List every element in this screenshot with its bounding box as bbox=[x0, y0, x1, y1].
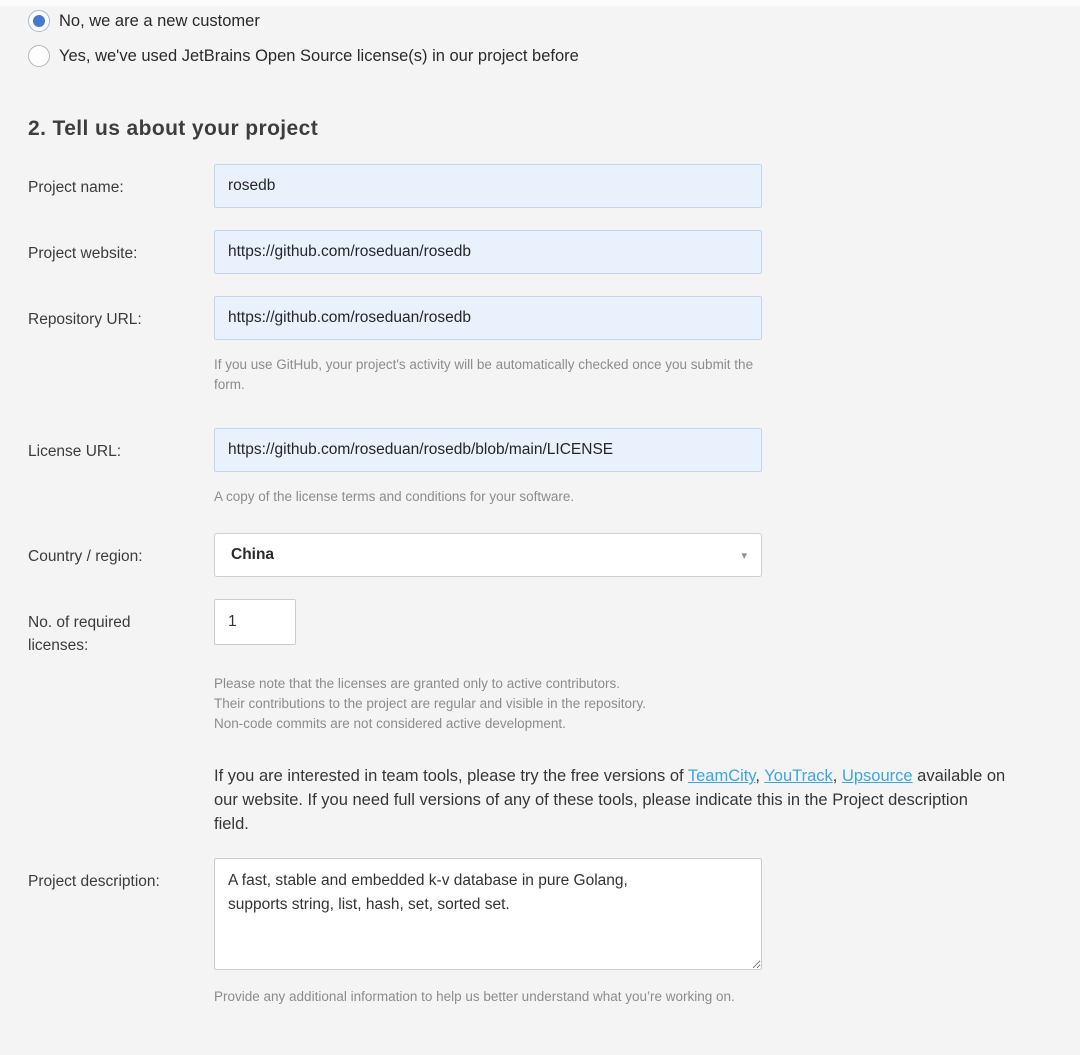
upsource-link[interactable]: Upsource bbox=[841, 767, 913, 785]
radio-dot bbox=[33, 15, 45, 27]
section-title: 2. Tell us about your project bbox=[28, 117, 319, 140]
team-tools-text-before: If you are interested in team tools, please try the free versions of bbox=[214, 767, 688, 785]
repository-url-hint: If you use GitHub, your project's activity will be automatically checked once you submit the form. bbox=[214, 357, 754, 392]
radio-label-new-customer: No, we are a new customer bbox=[59, 11, 260, 30]
row-country-region bbox=[28, 533, 1052, 577]
youtrack-link[interactable]: YouTrack bbox=[764, 767, 833, 785]
required-licenses-input[interactable] bbox=[214, 599, 296, 645]
row-repository-url bbox=[28, 296, 1052, 395]
project-name-input[interactable] bbox=[214, 164, 762, 208]
radio-unselected-icon[interactable] bbox=[28, 45, 50, 67]
project-description-textarea[interactable] bbox=[214, 858, 762, 970]
row-project-website bbox=[28, 230, 1052, 274]
note-line: Their contributions to the project are regular and visible in the repository. bbox=[214, 696, 646, 711]
license-form-page bbox=[0, 6, 1080, 1007]
link-separator: , bbox=[755, 767, 765, 785]
team-tools-paragraph bbox=[214, 764, 1006, 836]
project-description-label: Project description: bbox=[28, 873, 160, 890]
radio-selected-icon[interactable] bbox=[28, 10, 50, 32]
radio-option-new-customer[interactable] bbox=[28, 10, 1052, 32]
repository-url-label: Repository URL: bbox=[28, 311, 142, 328]
project-name-label: Project name: bbox=[28, 179, 124, 196]
team-tools-text-after: available on our website. If you need full versions of any of these tools, please indicate this in the Project description field. bbox=[214, 767, 1006, 833]
license-url-hint: A copy of the license terms and conditions for your software. bbox=[214, 489, 575, 504]
customer-type-radio-group bbox=[28, 10, 1052, 67]
teamcity-link[interactable]: TeamCity bbox=[687, 767, 756, 785]
project-form bbox=[28, 164, 1052, 1007]
row-license-url bbox=[28, 428, 1052, 507]
required-licenses-notes bbox=[214, 674, 1052, 734]
country-select[interactable] bbox=[214, 533, 762, 577]
country-region-label: Country / region: bbox=[28, 548, 143, 565]
chevron-down-icon: ▾ bbox=[741, 549, 747, 562]
repository-url-input[interactable] bbox=[214, 296, 762, 340]
radio-label-existing-customer: Yes, we've used JetBrains Open Source license(s) in our project before bbox=[59, 46, 579, 65]
license-url-input[interactable] bbox=[214, 428, 762, 472]
row-project-description bbox=[28, 858, 1052, 1007]
row-project-name bbox=[28, 164, 1052, 208]
required-licenses-label: No. of required licenses: bbox=[28, 614, 131, 654]
note-line: Non-code commits are not considered active development. bbox=[214, 716, 566, 731]
project-website-input[interactable] bbox=[214, 230, 762, 274]
note-line: Please note that the licenses are granted only to active contributors. bbox=[214, 676, 620, 691]
link-separator: , bbox=[832, 767, 842, 785]
project-description-hint: Provide any additional information to help us better understand what you’re working on. bbox=[214, 989, 735, 1004]
row-required-licenses bbox=[28, 599, 1052, 734]
project-website-label: Project website: bbox=[28, 245, 138, 262]
radio-option-existing-customer[interactable] bbox=[28, 45, 1052, 67]
country-select-value: China bbox=[231, 546, 275, 563]
license-url-label: License URL: bbox=[28, 443, 122, 460]
